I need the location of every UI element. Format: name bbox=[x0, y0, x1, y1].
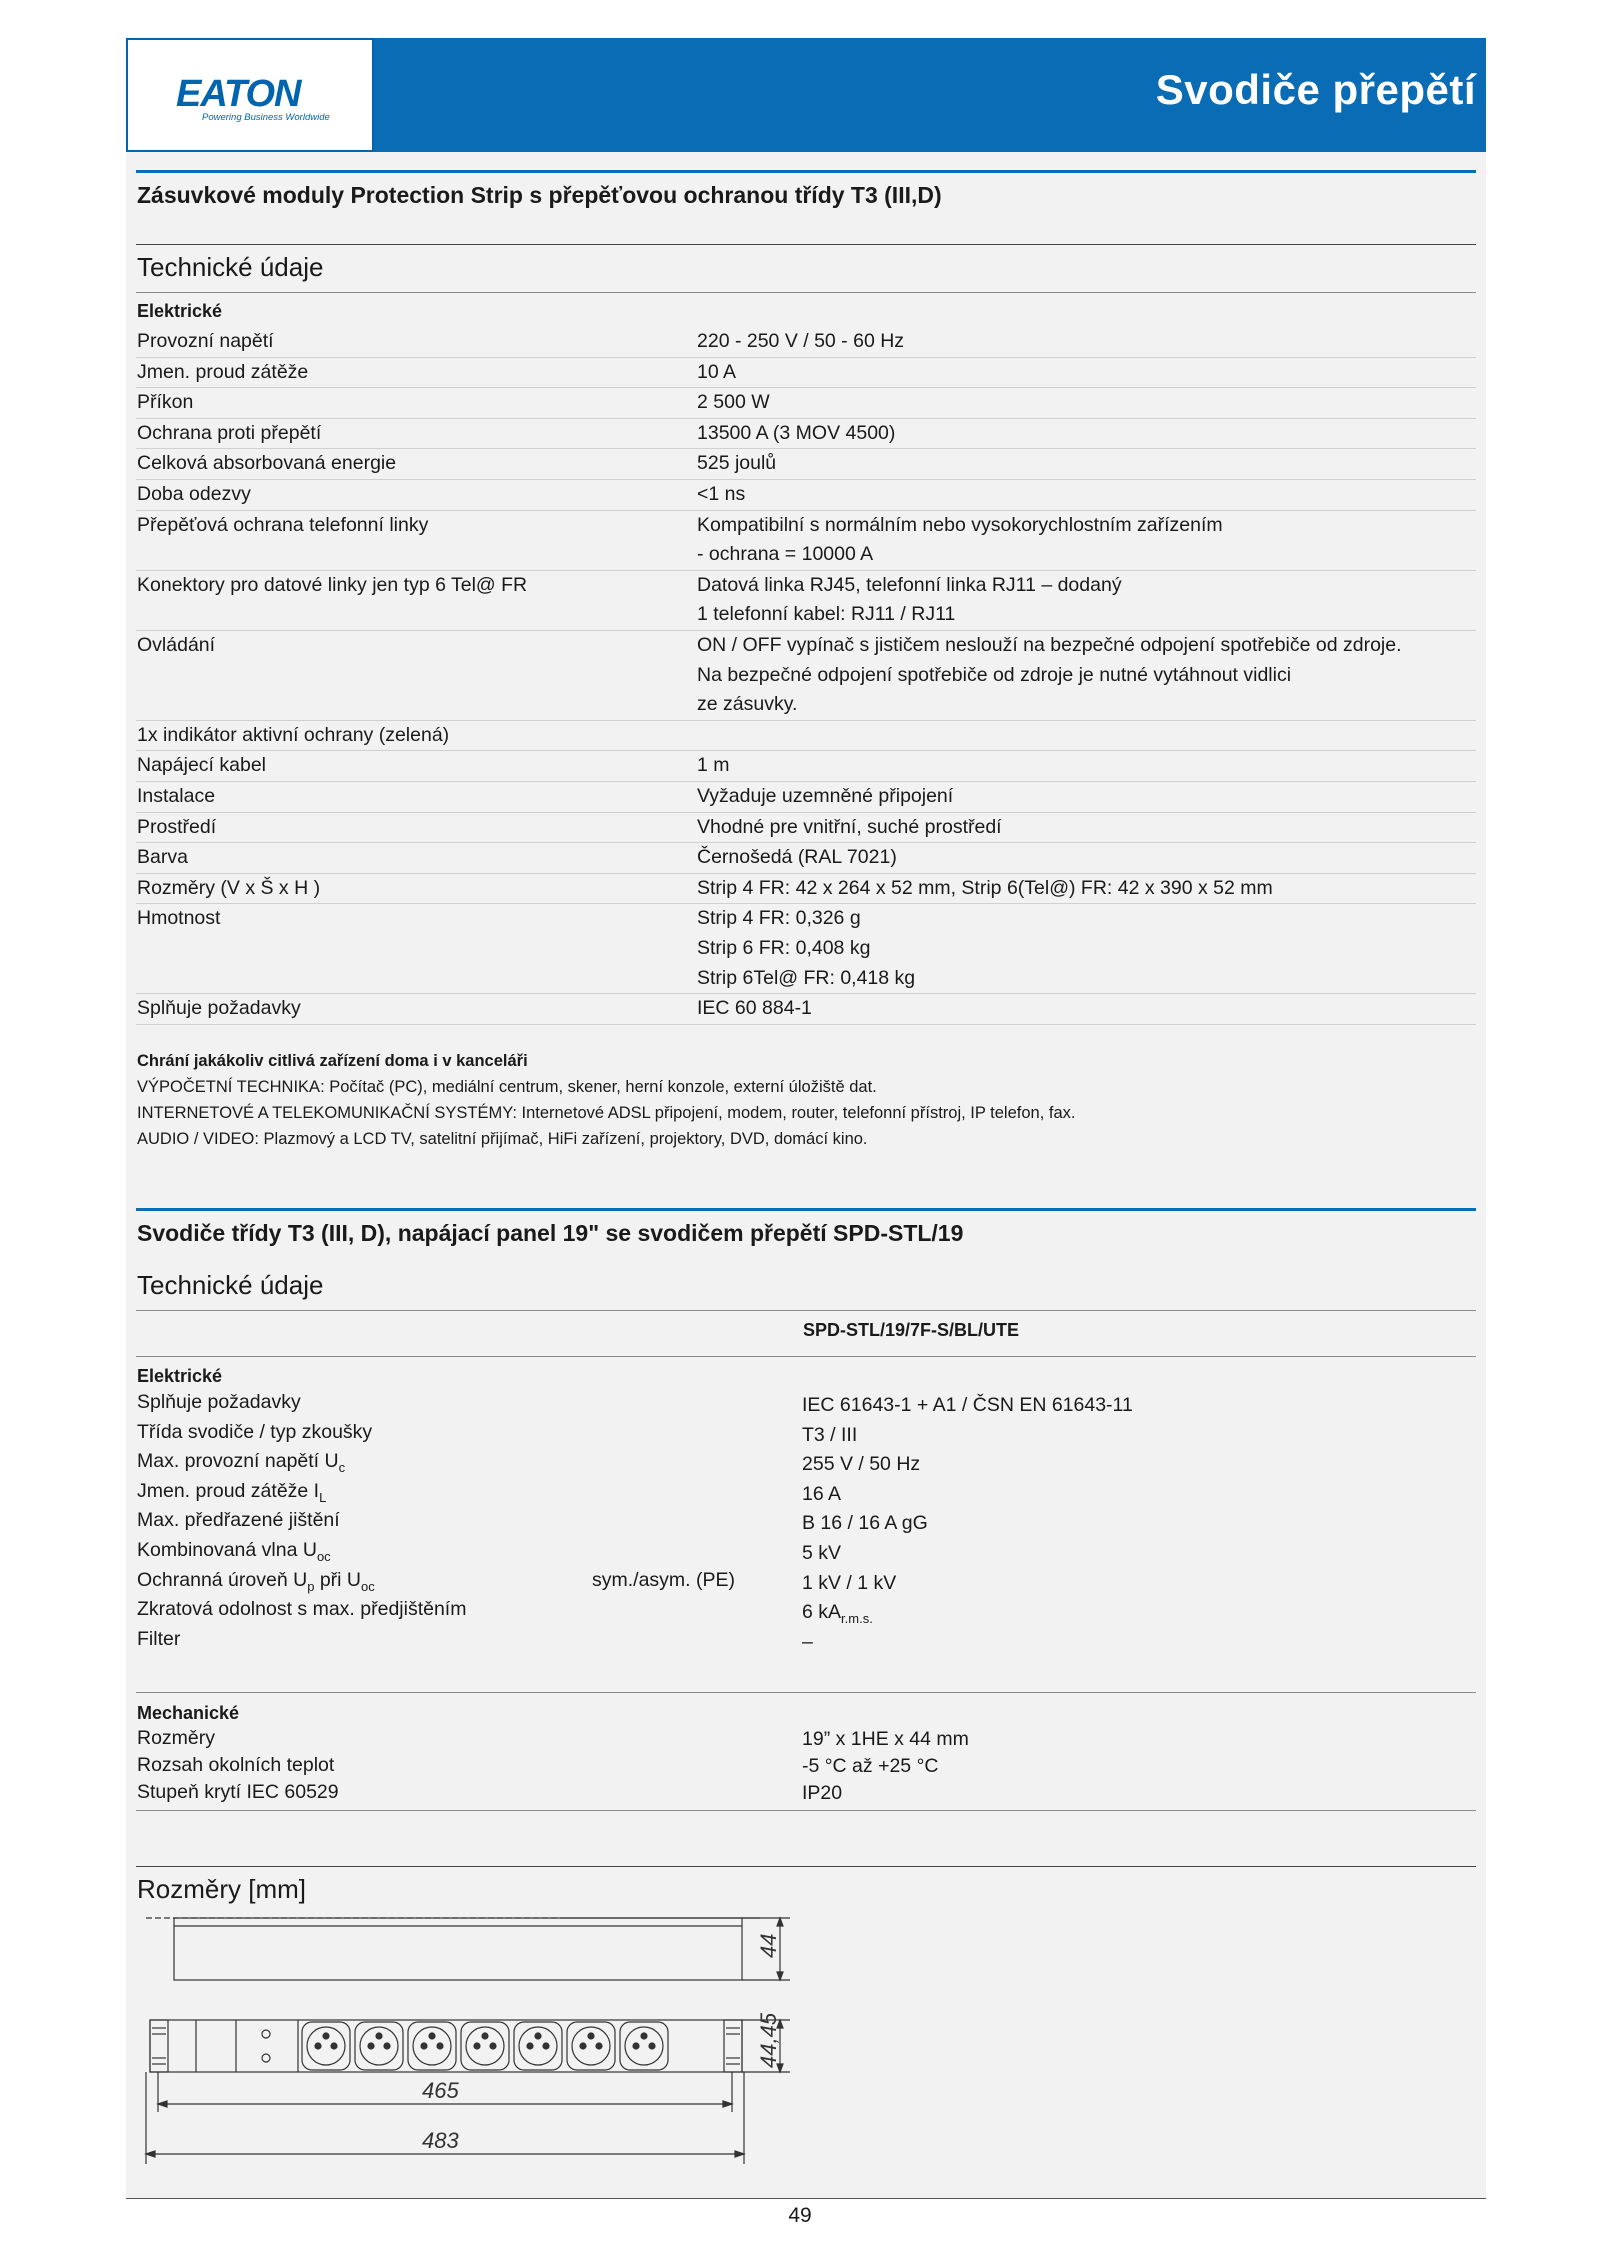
page-number: 49 bbox=[788, 2204, 812, 2227]
spec-value-line: 13500 A (3 MOV 4500) bbox=[697, 421, 896, 444]
divider bbox=[136, 1356, 1476, 1357]
spec-key: Napájecí kabel bbox=[137, 754, 266, 777]
spec-value-subscript: r.m.s. bbox=[841, 1611, 873, 1627]
socket-outlet bbox=[567, 2022, 615, 2070]
spec-key-text: Max. provozní napětí U bbox=[137, 1450, 339, 1473]
spec-key-text: Jmen. proud zátěže I bbox=[137, 1479, 320, 1502]
spec-value bbox=[802, 1509, 928, 1539]
spec-key-text: Max. předřazené jištění bbox=[137, 1509, 340, 1532]
spec-value bbox=[697, 782, 953, 812]
spec-key: Barva bbox=[137, 846, 188, 869]
spec-value bbox=[697, 480, 745, 510]
spec-key-subscript: p bbox=[307, 1578, 315, 1594]
front-view bbox=[150, 2020, 790, 2072]
spec-value bbox=[802, 1421, 857, 1451]
spec-row bbox=[136, 1568, 1476, 1598]
spec-value-line: 220 - 250 V / 50 - 60 Hz bbox=[697, 330, 905, 352]
spec-row bbox=[136, 630, 1476, 721]
spec-value bbox=[697, 388, 770, 418]
spec-row bbox=[136, 720, 1476, 752]
spec-value bbox=[802, 1391, 1133, 1421]
spec-key bbox=[137, 1480, 326, 1505]
spec-value-line: Strip 4 FR: 42 x 264 x 52 mm, Strip 6(Tel@) FR: 42 x 390 x 52 mm bbox=[697, 876, 1273, 899]
group-title-mechanical: Mechanické bbox=[137, 1703, 240, 1723]
spec-value-line: IEC 60 884-1 bbox=[697, 997, 812, 1020]
spec-row bbox=[136, 357, 1476, 389]
footer-rule bbox=[126, 2198, 1486, 2199]
spec-value-text: 16 A bbox=[802, 1482, 842, 1505]
spec-row bbox=[136, 842, 1476, 874]
spec-key: Celková absorbovaná energie bbox=[137, 452, 397, 475]
notes-line: AUDIO / VIDEO: Plazmový a LCD TV, satelitní přijímač, HiFi zařízení, projektory, DVD, domácí kino. bbox=[137, 1130, 868, 1148]
spec-value bbox=[697, 904, 915, 993]
spec-key-subscript: L bbox=[319, 1489, 327, 1505]
spec-row bbox=[136, 479, 1476, 511]
spec-value-line: Strip 4 FR: 0,326 g bbox=[697, 907, 861, 930]
spec-row bbox=[136, 1627, 1476, 1657]
spec-value-line: Vyžaduje uzemněné připojení bbox=[697, 785, 954, 807]
spec-key-text: Kombinovaná vlna U bbox=[137, 1539, 317, 1561]
spec-key: Jmen. proud zátěže bbox=[137, 360, 309, 383]
specs-subtitle: Technické údaje bbox=[137, 252, 324, 282]
spec-row bbox=[136, 1390, 1476, 1420]
spec-row bbox=[136, 993, 1476, 1025]
spec-row bbox=[136, 1449, 1476, 1479]
spec-key: Stupeň krytí IEC 60529 bbox=[137, 1781, 339, 1803]
spec-value bbox=[802, 1480, 841, 1510]
spec-row bbox=[136, 1479, 1476, 1509]
spec-value-text: 6 kA bbox=[802, 1601, 842, 1624]
spec-value-line: Strip 6 FR: 0,408 kg bbox=[697, 936, 871, 959]
spec-row bbox=[136, 570, 1476, 631]
spec-key-text: Ochranná úroveň U bbox=[137, 1568, 308, 1591]
spec-row bbox=[136, 1727, 1476, 1754]
spec-row bbox=[136, 326, 1476, 358]
spec-value bbox=[802, 1450, 920, 1480]
spec-value-line: ON / OFF vypínač s jističem neslouží na bezpečné odpojení spotřebiče od zdroje. bbox=[697, 634, 1402, 656]
dim-label-height-top: 44 bbox=[756, 1933, 781, 1958]
socket-outlet bbox=[302, 2022, 350, 2070]
logo-box bbox=[126, 38, 374, 152]
spec-row bbox=[136, 1538, 1476, 1568]
spec-value bbox=[697, 327, 904, 357]
spec-value bbox=[697, 511, 1223, 570]
divider bbox=[136, 1810, 1476, 1811]
notes-heading: Chrání jakákoliv citlivá zařízení doma i v kanceláři bbox=[137, 1052, 528, 1070]
spec-value-line: 10 A bbox=[697, 360, 737, 383]
spec-row bbox=[136, 387, 1476, 419]
divider bbox=[136, 292, 1476, 293]
socket-outlet bbox=[355, 2022, 403, 2070]
spec-value-line: Černošedá (RAL 7021) bbox=[697, 846, 897, 869]
spec-value bbox=[802, 1628, 813, 1658]
spec-value-line: Kompatibilní s normálním nebo vysokorychlostním zařízením bbox=[697, 513, 1223, 536]
notes-line: INTERNETOVÉ A TELEKOMUNIKAČNÍ SYSTÉMY: Internetové ADSL připojení, modem, router, telefonní přístroj, IP telefon, fax. bbox=[137, 1104, 1076, 1122]
dimension-drawing bbox=[140, 1908, 800, 2188]
spec-row bbox=[136, 903, 1476, 994]
group-title-electrical: Elektrické bbox=[137, 1366, 223, 1386]
spec-key: Konektory pro datové linky jen typ 6 Tel@ FR bbox=[137, 573, 528, 596]
page-title: Svodiče přepětí bbox=[1155, 66, 1476, 113]
logo-tagline: Powering Business Worldwide bbox=[202, 112, 330, 123]
socket-row bbox=[302, 2022, 668, 2070]
spec-key bbox=[137, 1391, 301, 1414]
spec-value-text: B 16 / 16 A gG bbox=[802, 1512, 928, 1535]
dim-label-height-front: 44,45 bbox=[756, 2012, 781, 2068]
spec-row bbox=[136, 873, 1476, 905]
group-title-electrical: Elektrické bbox=[137, 301, 223, 321]
spec-row bbox=[136, 418, 1476, 450]
spec-value-line: Vhodné pre vnitřní, suché prostředí bbox=[697, 815, 1002, 838]
spec-row bbox=[136, 510, 1476, 571]
spec-row bbox=[136, 1754, 1476, 1781]
spec-key-text: Zkratová odolnost s max. předjištěním bbox=[137, 1598, 467, 1621]
spec-key: Rozměry (V x Š x H ) bbox=[137, 876, 321, 899]
section-title: Svodiče třídy T3 (III, D), napájací panel 19" se svodičem přepětí SPD-STL/19 bbox=[137, 1220, 964, 1246]
specs-subtitle: Technické údaje bbox=[137, 1270, 324, 1300]
spec-key-text: při U bbox=[314, 1568, 362, 1591]
section-title: Zásuvkové moduly Protection Strip s přepěťovou ochranou třídy T3 (III,D) bbox=[137, 182, 942, 208]
spec-key: Prostředí bbox=[137, 815, 217, 838]
dim-label-outer-width: 483 bbox=[422, 2128, 459, 2153]
dimensions-title: Rozměry [mm] bbox=[137, 1874, 306, 1904]
divider bbox=[136, 1866, 1476, 1867]
spec-condition: sym./asym. (PE) bbox=[592, 1568, 736, 1591]
spec-value bbox=[697, 843, 897, 873]
spec-key bbox=[137, 1569, 375, 1594]
spec-key-text: Splňuje požadavky bbox=[137, 1391, 301, 1413]
spec-key: Přepěťová ochrana telefonní linky bbox=[137, 513, 429, 536]
spec-value bbox=[802, 1569, 896, 1599]
spec-value bbox=[697, 358, 736, 388]
spec-value: 19” x 1HE x 44 mm bbox=[802, 1728, 969, 1750]
dim-label-inner-width: 465 bbox=[422, 2078, 459, 2103]
spec-value bbox=[697, 874, 1273, 904]
spec-value-line: 1 telefonní kabel: RJ11 / RJ11 bbox=[697, 603, 956, 626]
spec-key-subscript: oc bbox=[361, 1578, 375, 1594]
spec-value-text: IEC 61643-1 + A1 / ČSN EN 61643-11 bbox=[802, 1394, 1133, 1416]
spec-key: Instalace bbox=[137, 785, 216, 807]
spec-value: -5 °C až +25 °C bbox=[802, 1755, 939, 1777]
spec-key: Ochrana proti přepětí bbox=[137, 421, 322, 444]
spec-value bbox=[697, 813, 1002, 843]
section-rule bbox=[136, 1208, 1476, 1211]
section-rule bbox=[136, 170, 1476, 173]
spec-key bbox=[137, 1598, 466, 1621]
spec-value-line: ze zásuvky. bbox=[697, 693, 798, 716]
spec-value-line: Na bezpečné odpojení spotřebiče od zdroje je nutné vytáhnout vidlici bbox=[697, 663, 1292, 686]
divider bbox=[136, 1310, 1476, 1311]
socket-outlet bbox=[514, 2022, 562, 2070]
spec-value-text: 1 kV / 1 kV bbox=[802, 1571, 897, 1594]
spec-value-line: Strip 6Tel@ FR: 0,418 kg bbox=[697, 966, 916, 989]
spec-key bbox=[137, 1628, 180, 1651]
spec-key-subscript: c bbox=[338, 1460, 346, 1476]
model-heading: SPD-STL/19/7F-S/BL/UTE bbox=[803, 1320, 1020, 1340]
spec-value-line: <1 ns bbox=[697, 483, 746, 505]
spec-value bbox=[697, 994, 812, 1024]
spec-value-line: 1 m bbox=[697, 754, 730, 777]
spec-row bbox=[136, 1781, 1476, 1808]
spec-row bbox=[136, 1597, 1476, 1627]
spec-row bbox=[136, 1420, 1476, 1450]
spec-value-line: - ochrana = 10000 A bbox=[697, 543, 874, 566]
spec-key: Příkon bbox=[137, 391, 194, 414]
eaton-logo bbox=[176, 73, 330, 123]
spec-row bbox=[136, 812, 1476, 844]
top-view bbox=[146, 1918, 790, 1980]
spec-value bbox=[697, 449, 776, 479]
spec-key bbox=[137, 1421, 372, 1444]
socket-outlet bbox=[461, 2022, 509, 2070]
spec-key-text: Třída svodiče / typ zkoušky bbox=[137, 1420, 373, 1443]
spec-key: Rozsah okolních teplot bbox=[137, 1754, 335, 1776]
divider bbox=[136, 1692, 1476, 1693]
spec-key-subscript: oc bbox=[316, 1548, 331, 1564]
spec-row bbox=[136, 448, 1476, 480]
spec-value-text: 255 V / 50 Hz bbox=[802, 1453, 921, 1476]
spec-value-text: 5 kV bbox=[802, 1542, 842, 1564]
spec-value bbox=[697, 631, 1402, 720]
spec-key: Ovládání bbox=[137, 634, 216, 656]
logo-wordmark: EATON bbox=[176, 73, 301, 115]
spec-key: Rozměry bbox=[137, 1727, 216, 1749]
socket-outlet bbox=[620, 2022, 668, 2070]
spec-key: Provozní napětí bbox=[137, 330, 274, 352]
spec-value bbox=[697, 419, 895, 449]
spec-value bbox=[697, 751, 730, 781]
spec-value-text: T3 / III bbox=[802, 1423, 858, 1446]
spec-key bbox=[137, 1539, 331, 1564]
spec-value-line: 2 500 W bbox=[697, 391, 770, 414]
spec-key: 1x indikátor aktivní ochrany (zelená) bbox=[137, 723, 450, 746]
socket-outlet bbox=[408, 2022, 456, 2070]
spec-row bbox=[136, 750, 1476, 782]
divider bbox=[136, 244, 1476, 245]
spec-key bbox=[137, 1509, 340, 1532]
spec-value bbox=[697, 571, 1122, 630]
spec-value-line: 525 joulů bbox=[697, 452, 777, 475]
spec-key: Splňuje požadavky bbox=[137, 997, 301, 1020]
spec-value: IP20 bbox=[802, 1782, 843, 1804]
spec-value bbox=[802, 1539, 841, 1569]
spec-value-text: – bbox=[802, 1630, 813, 1653]
spec-key-text: Filter bbox=[137, 1627, 181, 1650]
spec-value-line: Datová linka RJ45, telefonní linka RJ11 – dodaný bbox=[697, 573, 1122, 596]
spec-row bbox=[136, 1508, 1476, 1538]
spec-row bbox=[136, 781, 1476, 813]
notes-line: VÝPOČETNÍ TECHNIKA: Počítač (PC), mediální centrum, skener, herní konzole, externí úložiště dat. bbox=[137, 1078, 877, 1096]
spec-key: Hmotnost bbox=[137, 907, 221, 930]
spec-key: Doba odezvy bbox=[137, 483, 251, 505]
spec-key bbox=[137, 1450, 345, 1475]
